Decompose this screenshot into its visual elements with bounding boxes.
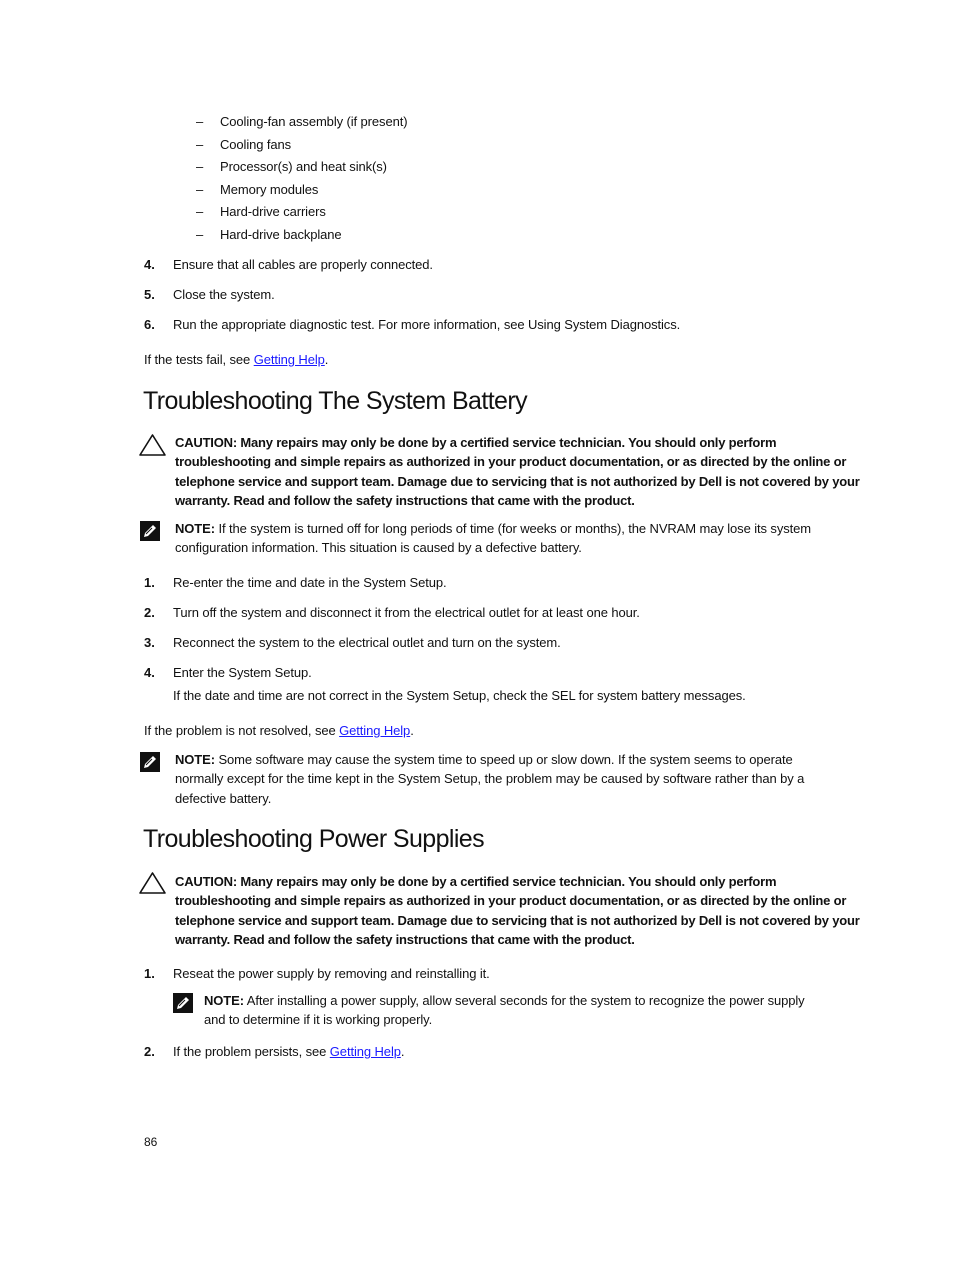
section-title-battery: Troubleshooting The System Battery [143,387,527,415]
caution-text: CAUTION: Many repairs may only be done by a certified service technician. You should only perform troubleshooting and simple repairs as authorized in your product documentation, or as directed by the online or telephone service and support team. Damage due to servicing that is not authorized by Dell is not covered by your warranty. Read and follow the safety instructions that came with the product. [175,435,860,508]
step-text: Reconnect the system to the electrical outlet and turn on the system. [173,635,561,650]
list-item: Hard-drive carriers [220,204,326,219]
step-text: Enter the System Setup. [173,665,312,680]
list-bullet: – [196,182,204,197]
step-number: 4. [144,257,155,272]
step-detail: If the date and time are not correct in the System Setup, check the SEL for system battery messages. [173,688,746,703]
step-text: Reseat the power supply by removing and reinstalling it. [173,966,490,981]
note-icon [140,521,160,541]
step-number: 2. [144,605,155,620]
step-text: Close the system. [173,287,275,302]
list-item: Memory modules [220,182,319,197]
section-title-power: Troubleshooting Power Supplies [143,825,485,853]
list-bullet: – [196,159,204,174]
step-number: 5. [144,287,155,302]
step-number: 4. [144,665,155,680]
getting-help-link[interactable]: Getting Help [339,723,411,738]
list-item: Cooling fans [220,137,292,152]
list-bullet: – [196,137,204,152]
step-text: Ensure that all cables are properly connected. [173,257,433,272]
list-item: Processor(s) and heat sink(s) [220,159,387,174]
step-number: 3. [144,635,155,650]
note-text: NOTE: Some software may cause the system time to speed up or slow down. If the system seems to operate normally except for the time kept in the System Setup, the problem may be caused by software rather than by a defective battery. [175,752,805,806]
caution-icon [138,433,167,457]
caution-icon [138,871,167,895]
list-item: Cooling-fan assembly (if present) [220,114,408,129]
tests-fail-text: If the tests fail, see Getting Help. [144,352,329,367]
step-text: Turn off the system and disconnect it from the electrical outlet for at least one hour. [173,605,640,620]
getting-help-link[interactable]: Getting Help [329,1044,401,1059]
caution-text: CAUTION: Many repairs may only be done by a certified service technician. You should only perform troubleshooting and simple repairs as authorized in your product documentation, or as directed by the online or telephone service and support team. Damage due to servicing that is not authorized by Dell is not covered by your warranty. Read and follow the safety instructions that came with the product. [175,874,860,947]
step-text: Run the appropriate diagnostic test. For more information, see Using System Diagnostics. [173,317,681,332]
list-bullet: – [196,204,204,219]
note-icon [140,752,160,772]
step-number: 6. [144,317,155,332]
step-text: Re-enter the time and date in the System Setup. [173,575,447,590]
step-number: 1. [144,575,155,590]
list-item: Hard-drive backplane [220,227,342,242]
not-resolved-text: If the problem is not resolved, see Getting Help. [144,723,414,738]
page-number: 86 [144,1135,158,1149]
step-number: 1. [144,966,155,981]
note-text: NOTE: After installing a power supply, allow several seconds for the system to recognize the power supply and to determine if it is working properly. [204,993,805,1028]
note-icon [173,993,193,1013]
step-number: 2. [144,1044,155,1059]
list-bullet: – [196,227,204,242]
note-text: NOTE: If the system is turned off for long periods of time (for weeks or months), the NVRAM may lose its system configuration information. This situation is caused by a defective battery. [175,521,811,556]
getting-help-link[interactable]: Getting Help [253,352,325,367]
step-text: If the problem persists, see Getting Help. [173,1044,405,1059]
list-bullet: – [196,114,204,129]
